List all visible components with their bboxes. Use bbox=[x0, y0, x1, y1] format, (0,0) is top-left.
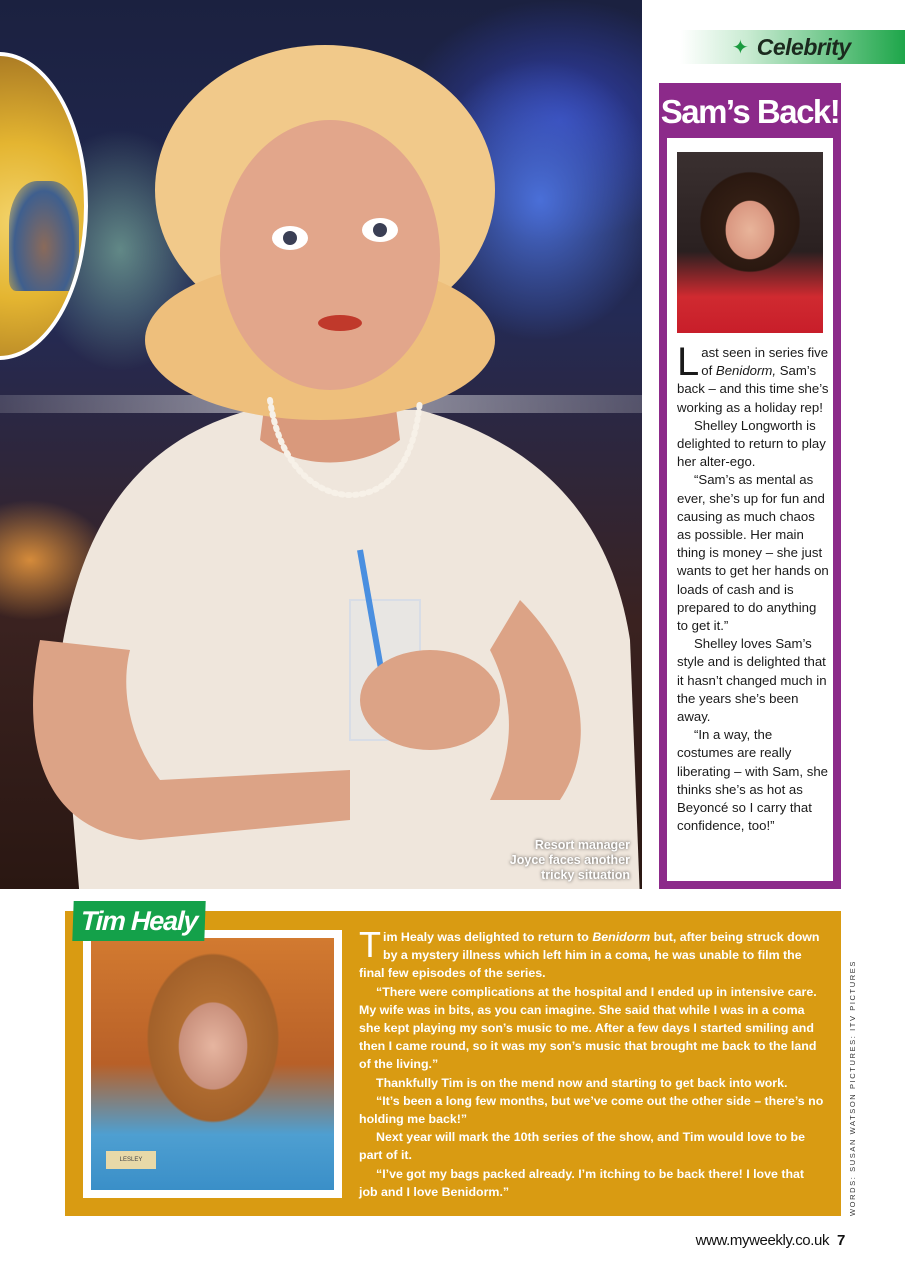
dropcap: L bbox=[677, 340, 700, 384]
tim-photo bbox=[91, 938, 334, 1190]
text-run: but, after being struck down by a mystery illness which left him in a coma, he was unable to film the final few episodes of the series. bbox=[359, 930, 820, 981]
page-number: 7 bbox=[837, 1232, 845, 1249]
tim-body bbox=[359, 924, 825, 1201]
text-run: ast seen in series five of bbox=[701, 345, 829, 379]
photo-caption bbox=[430, 838, 630, 883]
sidebar-inner bbox=[667, 138, 833, 881]
caption-line: Joyce faces another bbox=[509, 853, 630, 867]
tim-paragraph: Thankfully Tim is on the mend now and starting to get back into work. bbox=[376, 1075, 788, 1090]
sidebar-paragraph: Shelley loves Sam’s style and is delighted that it hasn’t changed much in the years she’s been away. bbox=[677, 636, 827, 725]
name-badge: LESLEY bbox=[106, 1151, 156, 1169]
main-photo bbox=[0, 0, 642, 889]
text-run: Sam’s back – and this time she’s working as a holiday rep! bbox=[677, 363, 829, 415]
text-run: im Healy was delighted to return to bbox=[383, 930, 593, 944]
sidebar-title: Sam’s Back! bbox=[660, 93, 840, 130]
sidebar-body bbox=[677, 340, 829, 835]
caption-line: Resort manager bbox=[534, 838, 630, 852]
section-tab bbox=[680, 30, 905, 64]
footer bbox=[696, 1232, 845, 1249]
tim-paragraph bbox=[359, 924, 825, 983]
joyce-figure bbox=[20, 40, 640, 889]
tim-title: Tim Healy bbox=[72, 901, 205, 941]
dropcap: T bbox=[359, 924, 381, 965]
tim-paragraph: “It’s been a long few months, but we’ve come out the other side – there’s no holding me back!” bbox=[359, 1093, 824, 1127]
star-icon: ✦ bbox=[732, 36, 749, 59]
footer-url[interactable]: www.myweekly.co.uk bbox=[695, 1232, 830, 1249]
tim-paragraph: “There were complications at the hospital and I ended up in intensive care. My wife was in bits, as you can imagine. She said that while I was in a coma she kept playing my son’s music to me. After a few days I started smiling and then I came round, so it was my son’s music that brought me back to the land of the living.” bbox=[359, 984, 817, 1072]
sidebar-paragraph: Shelley Longworth is delighted to return to play her alter-ego. bbox=[677, 417, 826, 470]
tim-paragraph: “I’ve got my bags packed already. I’m itching to be back there! I love that job and I love Benidorm.” bbox=[359, 1166, 805, 1199]
caption-line: tricky situation bbox=[541, 868, 630, 882]
tim-photo-frame bbox=[83, 930, 342, 1198]
sam-photo bbox=[677, 152, 823, 333]
section-label: Celebrity bbox=[756, 33, 851, 60]
sidebar-box bbox=[659, 83, 841, 889]
sidebar-paragraph bbox=[677, 340, 829, 417]
italic-run: Benidorm, bbox=[715, 363, 777, 379]
tim-paragraph: Next year will mark the 10th series of the show, and Tim would love to be part of it. bbox=[359, 1130, 805, 1163]
photo-credits: WORDS: SUSAN WATSON PICTURES: ITV PICTURES bbox=[848, 960, 857, 1216]
sidebar-paragraph: “In a way, the costumes are really liberating – with Sam, she thinks she’s as hot as Beyoncé so I carry that confidence, too!” bbox=[677, 727, 828, 834]
italic-run: Benidorm bbox=[592, 930, 651, 944]
sidebar-paragraph: “Sam’s as mental as ever, she’s up for fun and causing as much chaos as possible. Her main thing is money – she just wants to get her hands on loads of cash and is prepared to do anything to get it.” bbox=[677, 472, 829, 634]
